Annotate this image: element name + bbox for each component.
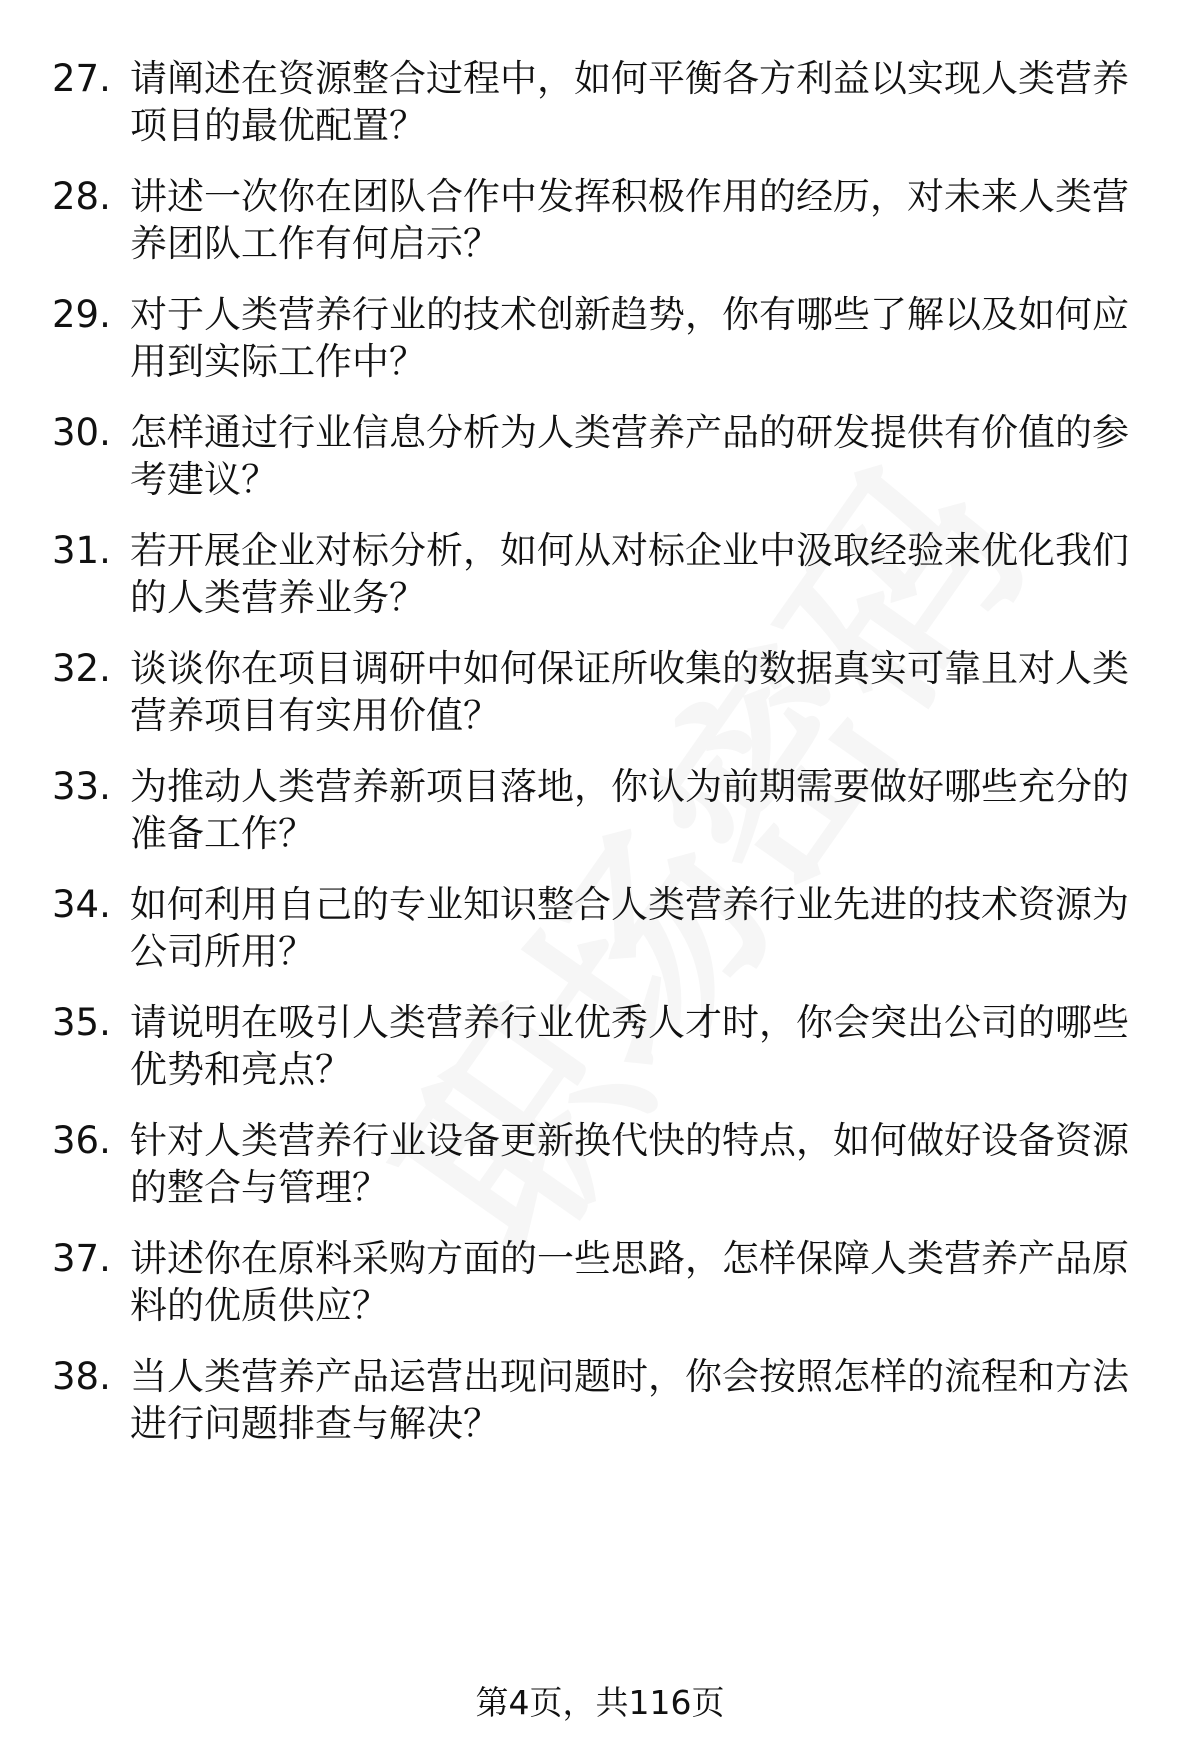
question-item xyxy=(52,645,1152,765)
question-item xyxy=(52,291,1152,411)
question-item xyxy=(52,1117,1152,1237)
question-item xyxy=(52,1353,1152,1473)
question-text: 如何利用自己的专业知识整合人类营养行业先进的技术资源为公司所用？ xyxy=(130,883,1129,973)
question-text: 为推动人类营养新项目落地，你认为前期需要做好哪些充分的准备工作？ xyxy=(130,765,1129,855)
page-footer xyxy=(0,1683,1200,1723)
question-number: 37. xyxy=(52,1237,111,1280)
question-number: 34. xyxy=(52,883,111,926)
question-number: 33. xyxy=(52,765,111,808)
question-item xyxy=(52,527,1152,647)
question-item xyxy=(52,999,1152,1119)
page-number-label: 第4页，共116页 xyxy=(475,1683,725,1722)
question-item xyxy=(52,409,1152,529)
question-number: 31. xyxy=(52,529,111,572)
question-number: 38. xyxy=(52,1355,111,1398)
question-item xyxy=(52,763,1152,883)
question-item xyxy=(52,1235,1152,1355)
question-text: 针对人类营养行业设备更新换代快的特点，如何做好设备资源的整合与管理？ xyxy=(130,1119,1129,1209)
question-number: 28. xyxy=(52,175,111,218)
question-text: 当人类营养产品运营出现问题时，你会按照怎样的流程和方法进行问题排查与解决？ xyxy=(130,1355,1129,1445)
question-text: 怎样通过行业信息分析为人类营养产品的研发提供有价值的参考建议？ xyxy=(130,411,1129,501)
question-text: 请说明在吸引人类营养行业优秀人才时，你会突出公司的哪些优势和亮点？ xyxy=(130,1001,1129,1091)
question-number: 32. xyxy=(52,647,111,690)
question-text: 讲述你在原料采购方面的一些思路，怎样保障人类营养产品原料的优质供应？ xyxy=(130,1237,1129,1327)
question-text: 请阐述在资源整合过程中，如何平衡各方利益以实现人类营养项目的最优配置？ xyxy=(130,57,1129,147)
question-text: 讲述一次你在团队合作中发挥积极作用的经历，对未来人类营养团队工作有何启示？ xyxy=(130,175,1129,265)
question-item xyxy=(52,55,1152,175)
question-number: 36. xyxy=(52,1119,111,1162)
question-number: 30. xyxy=(52,411,111,454)
question-number: 29. xyxy=(52,293,111,336)
question-number: 35. xyxy=(52,1001,111,1044)
question-number: 27. xyxy=(52,57,111,100)
question-text: 谈谈你在项目调研中如何保证所收集的数据真实可靠且对人类营养项目有实用价值？ xyxy=(130,647,1129,737)
question-item xyxy=(52,173,1152,293)
question-item xyxy=(52,881,1152,1001)
question-text: 若开展企业对标分析，如何从对标企业中汲取经验来优化我们的人类营养业务？ xyxy=(130,529,1129,619)
question-text: 对于人类营养行业的技术创新趋势，你有哪些了解以及如何应用到实际工作中？ xyxy=(130,293,1129,383)
